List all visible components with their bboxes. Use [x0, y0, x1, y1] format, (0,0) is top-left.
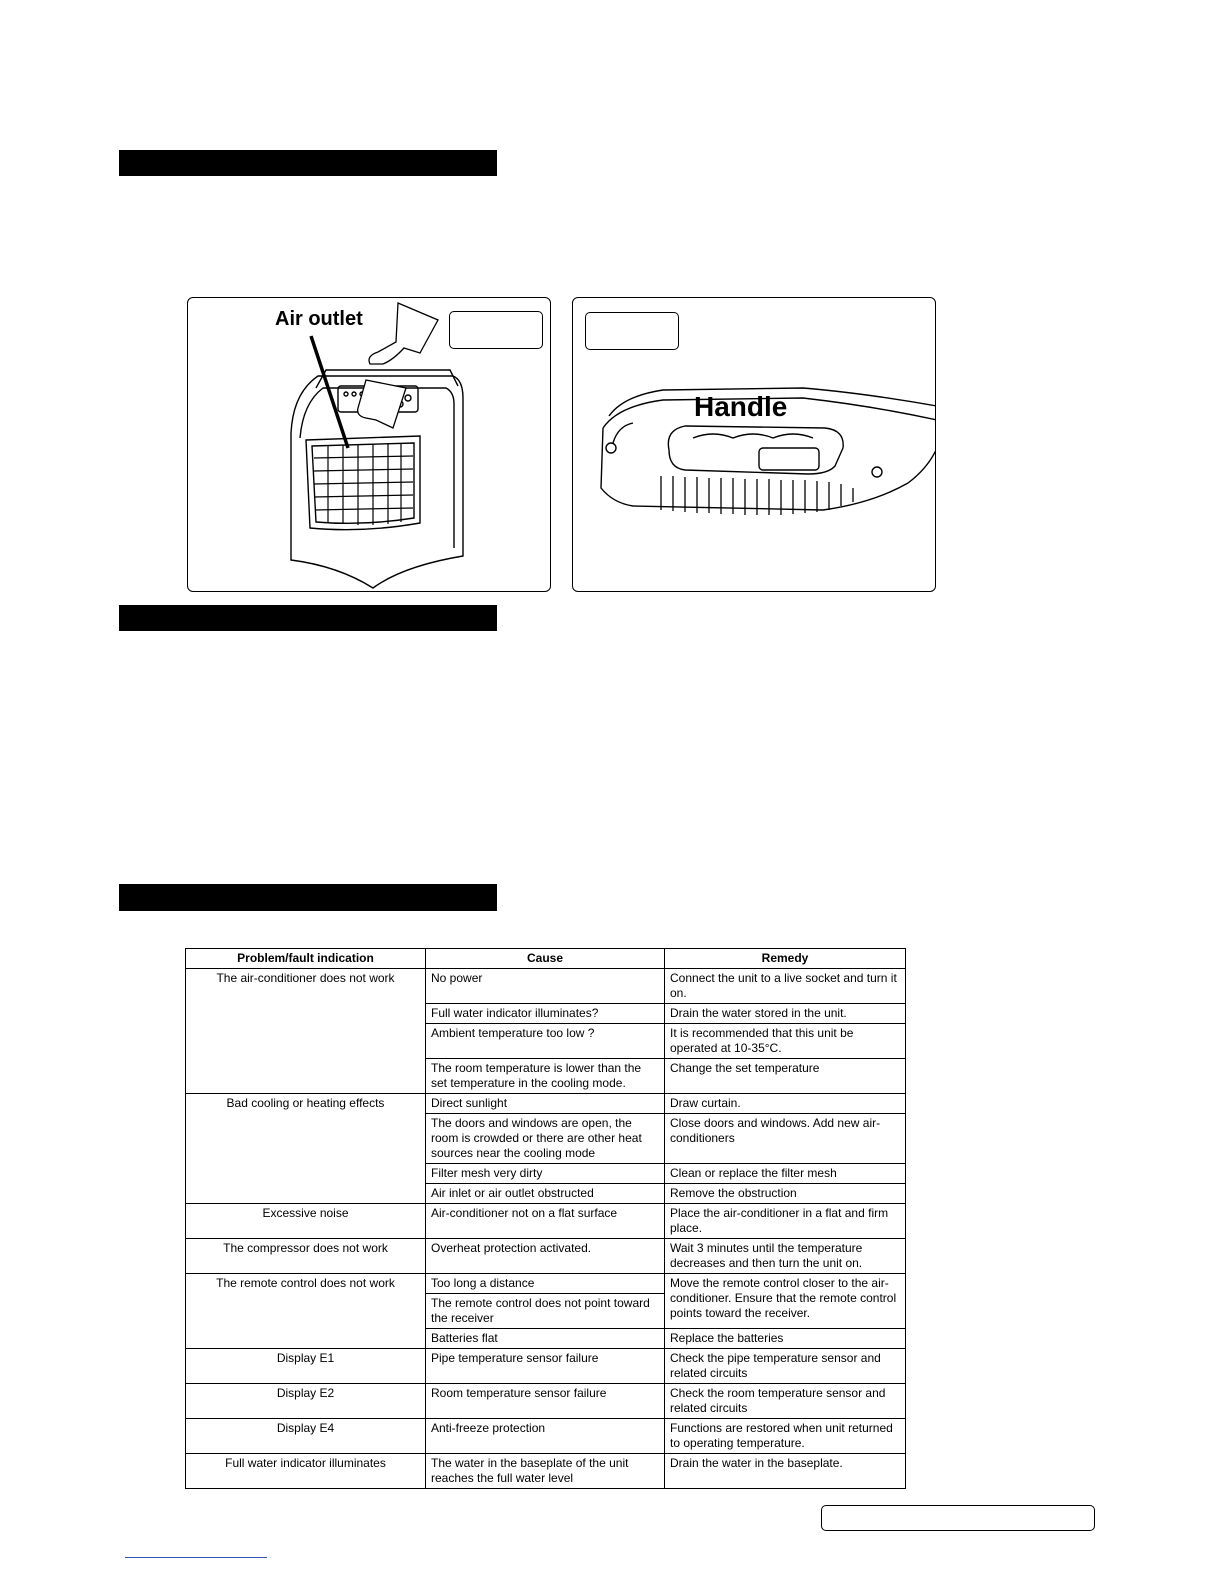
- cause-cell: The remote control does not point toward the receiver: [426, 1294, 665, 1329]
- problem-cell: Display E1: [186, 1349, 426, 1384]
- figure-tag-box-right: [585, 312, 679, 350]
- section-header-bar-2: [119, 605, 497, 631]
- cause-cell: Ambient temperature too low ?: [426, 1024, 665, 1059]
- figure-tag-box-left: [449, 311, 543, 349]
- cause-cell: The room temperature is lower than the set temperature in the cooling mode.: [426, 1059, 665, 1094]
- problem-cell: The compressor does not work: [186, 1239, 426, 1274]
- cause-cell: Direct sunlight: [426, 1094, 665, 1114]
- cause-cell: Full water indicator illuminates?: [426, 1004, 665, 1024]
- problem-cell: Bad cooling or heating effects: [186, 1094, 426, 1204]
- remedy-cell: Drain the water in the baseplate.: [665, 1454, 906, 1489]
- handle-label: Handle: [694, 391, 788, 422]
- cause-cell: Batteries flat: [426, 1329, 665, 1349]
- cause-cell: Anti-freeze protection: [426, 1419, 665, 1454]
- cause-cell: Too long a distance: [426, 1274, 665, 1294]
- problem-cell: Display E4: [186, 1419, 426, 1454]
- table-row: [186, 1384, 906, 1419]
- cause-cell: The doors and windows are open, the room is crowded or there are other heat sources near the cooling mode: [426, 1114, 665, 1164]
- remedy-cell: Clean or replace the filter mesh: [665, 1164, 906, 1184]
- air-outlet-label: Air outlet: [275, 308, 363, 330]
- table-row: [186, 1094, 906, 1114]
- table-row: [186, 1239, 906, 1274]
- problem-cell: Excessive noise: [186, 1204, 426, 1239]
- header-cause: Cause: [426, 949, 665, 969]
- section-header-bar-3: [119, 884, 497, 911]
- remedy-cell: Close doors and windows. Add new air-conditioners: [665, 1114, 906, 1164]
- handle-figure: [572, 297, 936, 592]
- table-header-row: [186, 949, 906, 969]
- cause-cell: Filter mesh very dirty: [426, 1164, 665, 1184]
- remedy-cell: Replace the batteries: [665, 1329, 906, 1349]
- remedy-cell: It is recommended that this unit be operated at 10-35°C.: [665, 1024, 906, 1059]
- table-row: [186, 969, 906, 1004]
- table-row: [186, 1274, 906, 1294]
- problem-cell: The air-conditioner does not work: [186, 969, 426, 1094]
- header-remedy: Remedy: [665, 949, 906, 969]
- remedy-cell: Draw curtain.: [665, 1094, 906, 1114]
- air-outlet-figure: [187, 297, 551, 592]
- cause-cell: Air-conditioner not on a flat surface: [426, 1204, 665, 1239]
- cause-cell: No power: [426, 969, 665, 1004]
- cause-cell: Overheat protection activated.: [426, 1239, 665, 1274]
- remedy-cell: Functions are restored when unit returned to operating temperature.: [665, 1419, 906, 1454]
- header-problem: Problem/fault indication: [186, 949, 426, 969]
- remedy-cell: Place the air-conditioner in a flat and firm place.: [665, 1204, 906, 1239]
- remedy-cell: Check the room temperature sensor and related circuits: [665, 1384, 906, 1419]
- table-row: [186, 1349, 906, 1384]
- remedy-cell: Remove the obstruction: [665, 1184, 906, 1204]
- remedy-cell: Connect the unit to a live socket and turn it on.: [665, 969, 906, 1004]
- remedy-cell: Wait 3 minutes until the temperature decreases and then turn the unit on.: [665, 1239, 906, 1274]
- footer-box: [821, 1505, 1095, 1531]
- cause-cell: Pipe temperature sensor failure: [426, 1349, 665, 1384]
- cause-cell: The water in the baseplate of the unit reaches the full water level: [426, 1454, 665, 1489]
- remedy-cell: Drain the water stored in the unit.: [665, 1004, 906, 1024]
- table-row: [186, 1454, 906, 1489]
- remedy-cell: Change the set temperature: [665, 1059, 906, 1094]
- table-row: [186, 1204, 906, 1239]
- remedy-cell: Move the remote control closer to the air-conditioner. Ensure that the remote control points toward the receiver.: [665, 1274, 906, 1329]
- problem-cell: Full water indicator illuminates: [186, 1454, 426, 1489]
- footer-link-underline: [125, 1557, 267, 1558]
- section-header-bar-1: [119, 150, 497, 176]
- problem-cell: Display E2: [186, 1384, 426, 1419]
- problem-cell: The remote control does not work: [186, 1274, 426, 1349]
- troubleshooting-table: [185, 948, 906, 1489]
- cause-cell: Air inlet or air outlet obstructed: [426, 1184, 665, 1204]
- cause-cell: Room temperature sensor failure: [426, 1384, 665, 1419]
- table-row: [186, 1419, 906, 1454]
- remedy-cell: Check the pipe temperature sensor and related circuits: [665, 1349, 906, 1384]
